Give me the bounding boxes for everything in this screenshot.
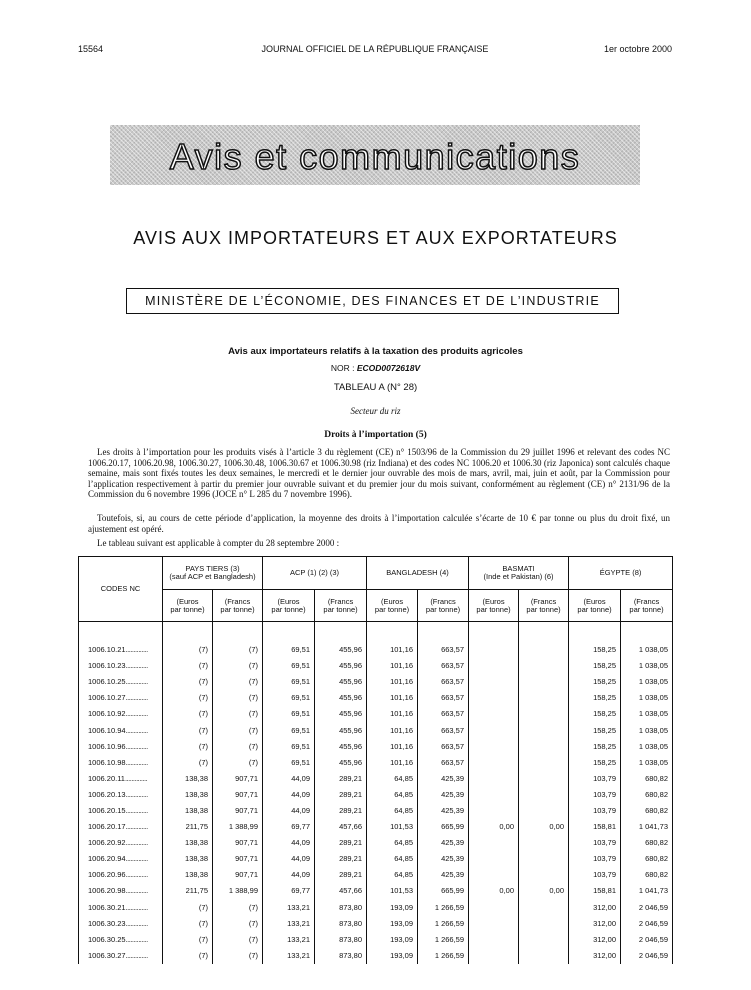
duties-heading: Droits à l’importation (5) bbox=[324, 430, 427, 440]
value-cell: 69,51 bbox=[263, 690, 315, 706]
value-cell: 158,25 bbox=[569, 739, 621, 755]
value-cell: 1 266,59 bbox=[418, 932, 469, 948]
value-cell bbox=[469, 803, 519, 819]
table-row bbox=[79, 690, 673, 706]
value-cell: 69,51 bbox=[263, 658, 315, 674]
value-cell bbox=[469, 932, 519, 948]
value-cell: 907,71 bbox=[213, 835, 263, 851]
value-cell: (7) bbox=[163, 722, 213, 738]
value-cell: 101,53 bbox=[367, 883, 418, 899]
value-cell bbox=[519, 835, 569, 851]
value-cell: 158,25 bbox=[569, 706, 621, 722]
value-cell bbox=[519, 658, 569, 674]
value-cell bbox=[469, 642, 519, 658]
value-cell: 0,00 bbox=[519, 883, 569, 899]
codes-header: CODES NC bbox=[79, 557, 163, 622]
value-cell: 133,21 bbox=[263, 900, 315, 916]
value-cell: 69,51 bbox=[263, 739, 315, 755]
value-cell bbox=[519, 674, 569, 690]
code-cell: 1006.20.92.............. bbox=[79, 835, 163, 851]
euros-per-tonne-header: (Euros par tonne) bbox=[163, 590, 213, 622]
value-cell: 663,57 bbox=[418, 658, 469, 674]
code-cell: 1006.10.92.............. bbox=[79, 706, 163, 722]
value-cell: 133,21 bbox=[263, 916, 315, 932]
value-cell: 455,96 bbox=[315, 755, 367, 771]
code-cell: 1006.30.21.............. bbox=[79, 900, 163, 916]
value-cell: 1 266,59 bbox=[418, 948, 469, 964]
value-cell: 907,71 bbox=[213, 851, 263, 867]
value-cell: 44,09 bbox=[263, 851, 315, 867]
value-cell: 2 046,59 bbox=[621, 948, 673, 964]
value-cell: 44,09 bbox=[263, 835, 315, 851]
value-cell: 907,71 bbox=[213, 803, 263, 819]
value-cell bbox=[519, 771, 569, 787]
value-cell: 1 041,73 bbox=[621, 819, 673, 835]
value-cell: (7) bbox=[163, 706, 213, 722]
value-cell: 133,21 bbox=[263, 932, 315, 948]
francs-per-tonne-header: (Francs par tonne) bbox=[519, 590, 569, 622]
ministry-box bbox=[126, 288, 619, 314]
value-cell: 289,21 bbox=[315, 835, 367, 851]
value-cell: 138,38 bbox=[163, 787, 213, 803]
value-cell: 69,77 bbox=[263, 819, 315, 835]
value-cell: 101,16 bbox=[367, 722, 418, 738]
subheader-row bbox=[79, 590, 673, 622]
group-header-bangladesh: BANGLADESH (4) bbox=[367, 557, 469, 590]
value-cell: 2 046,59 bbox=[621, 916, 673, 932]
value-cell: 0,00 bbox=[519, 819, 569, 835]
value-cell bbox=[519, 706, 569, 722]
value-cell: 2 046,59 bbox=[621, 900, 673, 916]
group-header-basmati: BASMATI (Inde et Pakistan) (6) bbox=[469, 557, 569, 590]
table-row bbox=[79, 642, 673, 658]
value-cell: 211,75 bbox=[163, 883, 213, 899]
value-cell: 1 038,05 bbox=[621, 674, 673, 690]
running-header bbox=[78, 44, 672, 58]
value-cell: 1 388,99 bbox=[213, 883, 263, 899]
value-cell bbox=[519, 739, 569, 755]
euros-per-tonne-header: (Euros par tonne) bbox=[569, 590, 621, 622]
value-cell: 1 038,05 bbox=[621, 706, 673, 722]
value-cell: 101,53 bbox=[367, 819, 418, 835]
value-cell: (7) bbox=[163, 674, 213, 690]
francs-per-tonne-header: (Francs par tonne) bbox=[315, 590, 367, 622]
code-cell: 1006.20.11.............. bbox=[79, 771, 163, 787]
value-cell: 425,39 bbox=[418, 867, 469, 883]
page-number: 15564 bbox=[78, 44, 104, 54]
value-cell: 211,75 bbox=[163, 819, 213, 835]
value-cell bbox=[469, 706, 519, 722]
table-row bbox=[79, 867, 673, 883]
value-cell: (7) bbox=[213, 900, 263, 916]
value-cell bbox=[469, 771, 519, 787]
code-cell: 1006.20.98.............. bbox=[79, 883, 163, 899]
journal-title: JOURNAL OFFICIEL DE LA RÉPUBLIQUE FRANÇAISE bbox=[261, 44, 489, 54]
francs-per-tonne-header: (Francs par tonne) bbox=[418, 590, 469, 622]
value-cell: 1 038,05 bbox=[621, 642, 673, 658]
value-cell: 312,00 bbox=[569, 900, 621, 916]
code-cell: 1006.30.23.............. bbox=[79, 916, 163, 932]
value-cell bbox=[469, 658, 519, 674]
value-cell: 193,09 bbox=[367, 948, 418, 964]
value-cell: 158,25 bbox=[569, 722, 621, 738]
value-cell: 663,57 bbox=[418, 690, 469, 706]
paragraph-2: Toutefois, si, au cours de cette période d’application, la moyenne des droits à l’importation calculée s’écarte de 10 € par tonne ou plus du droit fixé, un ajustement est opéré. bbox=[88, 513, 670, 534]
value-cell: (7) bbox=[213, 739, 263, 755]
value-cell: 1 038,05 bbox=[621, 739, 673, 755]
value-cell: 158,25 bbox=[569, 690, 621, 706]
value-cell: 69,51 bbox=[263, 642, 315, 658]
value-cell: (7) bbox=[213, 916, 263, 932]
value-cell bbox=[519, 900, 569, 916]
value-cell: 103,79 bbox=[569, 803, 621, 819]
table-row bbox=[79, 658, 673, 674]
value-cell: 193,09 bbox=[367, 916, 418, 932]
value-cell: 101,16 bbox=[367, 658, 418, 674]
table-row bbox=[79, 755, 673, 771]
banner-title: Avis et communications bbox=[169, 136, 581, 177]
table-row bbox=[79, 851, 673, 867]
value-cell: 44,09 bbox=[263, 771, 315, 787]
table-row bbox=[79, 771, 673, 787]
value-cell: 457,66 bbox=[315, 819, 367, 835]
section-banner bbox=[110, 125, 640, 185]
value-cell: 663,57 bbox=[418, 722, 469, 738]
value-cell bbox=[519, 803, 569, 819]
value-cell: 103,79 bbox=[569, 867, 621, 883]
table-row bbox=[79, 787, 673, 803]
code-cell: 1006.10.23.............. bbox=[79, 658, 163, 674]
value-cell: 665,99 bbox=[418, 883, 469, 899]
value-cell: (7) bbox=[213, 932, 263, 948]
value-cell bbox=[469, 755, 519, 771]
value-cell: 158,25 bbox=[569, 642, 621, 658]
value-cell: (7) bbox=[213, 642, 263, 658]
value-cell: (7) bbox=[163, 916, 213, 932]
value-cell: 680,82 bbox=[621, 803, 673, 819]
code-cell: 1006.10.21.............. bbox=[79, 642, 163, 658]
group-header-acp: ACP (1) (2) (3) bbox=[263, 557, 367, 590]
value-cell: 158,25 bbox=[569, 755, 621, 771]
value-cell: 455,96 bbox=[315, 722, 367, 738]
value-cell: 158,81 bbox=[569, 819, 621, 835]
value-cell: 289,21 bbox=[315, 851, 367, 867]
table-row bbox=[79, 739, 673, 755]
value-cell: (7) bbox=[213, 706, 263, 722]
value-cell: 103,79 bbox=[569, 771, 621, 787]
value-cell: 101,16 bbox=[367, 674, 418, 690]
value-cell: 425,39 bbox=[418, 803, 469, 819]
euros-per-tonne-header: (Euros par tonne) bbox=[469, 590, 519, 622]
value-cell: 158,25 bbox=[569, 674, 621, 690]
value-cell: 2 046,59 bbox=[621, 932, 673, 948]
value-cell bbox=[469, 690, 519, 706]
value-cell: (7) bbox=[213, 722, 263, 738]
value-cell: (7) bbox=[163, 739, 213, 755]
value-cell: (7) bbox=[213, 755, 263, 771]
value-cell: 1 041,73 bbox=[621, 883, 673, 899]
francs-per-tonne-header: (Francs par tonne) bbox=[621, 590, 673, 622]
value-cell: 69,51 bbox=[263, 755, 315, 771]
value-cell: 425,39 bbox=[418, 851, 469, 867]
value-cell: 1 266,59 bbox=[418, 916, 469, 932]
value-cell: 138,38 bbox=[163, 771, 213, 787]
value-cell: 193,09 bbox=[367, 900, 418, 916]
value-cell: 138,38 bbox=[163, 835, 213, 851]
value-cell: 873,80 bbox=[315, 916, 367, 932]
value-cell: (7) bbox=[213, 948, 263, 964]
code-cell: 1006.20.94.............. bbox=[79, 851, 163, 867]
table-row bbox=[79, 819, 673, 835]
code-cell: 1006.20.15.............. bbox=[79, 803, 163, 819]
paragraph-3: Le tableau suivant est applicable à compter du 28 septembre 2000 : bbox=[97, 538, 340, 548]
value-cell bbox=[469, 674, 519, 690]
value-cell: 64,85 bbox=[367, 787, 418, 803]
value-cell: 64,85 bbox=[367, 867, 418, 883]
value-cell bbox=[519, 755, 569, 771]
code-cell: 1006.20.96.............. bbox=[79, 867, 163, 883]
value-cell: 680,82 bbox=[621, 867, 673, 883]
value-cell: 907,71 bbox=[213, 787, 263, 803]
value-cell: 663,57 bbox=[418, 642, 469, 658]
value-cell bbox=[469, 722, 519, 738]
group-header-pays-tiers: PAYS TIERS (3) (sauf ACP et Bangladesh) bbox=[163, 557, 263, 590]
value-cell: 103,79 bbox=[569, 835, 621, 851]
table-body bbox=[79, 622, 673, 964]
value-cell: 101,16 bbox=[367, 642, 418, 658]
value-cell bbox=[519, 851, 569, 867]
value-cell: 680,82 bbox=[621, 835, 673, 851]
value-cell: 289,21 bbox=[315, 867, 367, 883]
value-cell: 138,38 bbox=[163, 803, 213, 819]
value-cell: 69,51 bbox=[263, 706, 315, 722]
notice-title: Avis aux importateurs relatifs à la taxation des produits agricoles bbox=[228, 346, 523, 357]
value-cell: 69,77 bbox=[263, 883, 315, 899]
table-row bbox=[79, 948, 673, 964]
value-cell bbox=[469, 900, 519, 916]
value-cell: 663,57 bbox=[418, 739, 469, 755]
value-cell: 44,09 bbox=[263, 867, 315, 883]
nor-code: ECOD0072618V bbox=[356, 363, 421, 373]
code-cell: 1006.20.13.............. bbox=[79, 787, 163, 803]
value-cell: 873,80 bbox=[315, 932, 367, 948]
value-cell: 158,81 bbox=[569, 883, 621, 899]
code-cell: 1006.10.27.............. bbox=[79, 690, 163, 706]
euros-per-tonne-header: (Euros par tonne) bbox=[263, 590, 315, 622]
value-cell: (7) bbox=[163, 658, 213, 674]
value-cell: 663,57 bbox=[418, 755, 469, 771]
issue-date: 1er octobre 2000 bbox=[603, 44, 672, 54]
value-cell bbox=[519, 690, 569, 706]
value-cell: (7) bbox=[163, 755, 213, 771]
value-cell: 1 266,59 bbox=[418, 900, 469, 916]
value-cell: 680,82 bbox=[621, 771, 673, 787]
value-cell bbox=[519, 948, 569, 964]
ministry-name: MINISTÈRE DE L’ÉCONOMIE, DES FINANCES ET DE L’INDUSTRIE bbox=[145, 294, 600, 308]
value-cell: 312,00 bbox=[569, 948, 621, 964]
sector-label: Secteur du riz bbox=[350, 406, 401, 416]
table-row bbox=[79, 706, 673, 722]
table-row bbox=[79, 803, 673, 819]
value-cell bbox=[519, 642, 569, 658]
value-cell: 457,66 bbox=[315, 883, 367, 899]
value-cell: 1 038,05 bbox=[621, 755, 673, 771]
value-cell: 103,79 bbox=[569, 787, 621, 803]
value-cell bbox=[469, 851, 519, 867]
value-cell: 425,39 bbox=[418, 787, 469, 803]
value-cell: 907,71 bbox=[213, 771, 263, 787]
code-cell: 1006.10.98.............. bbox=[79, 755, 163, 771]
value-cell: 455,96 bbox=[315, 658, 367, 674]
value-cell: 69,51 bbox=[263, 722, 315, 738]
value-cell: 44,09 bbox=[263, 787, 315, 803]
francs-per-tonne-header: (Francs par tonne) bbox=[213, 590, 263, 622]
value-cell: 425,39 bbox=[418, 835, 469, 851]
code-cell: 1006.30.27.............. bbox=[79, 948, 163, 964]
value-cell: 158,25 bbox=[569, 658, 621, 674]
table-row bbox=[79, 900, 673, 916]
value-cell: (7) bbox=[163, 948, 213, 964]
value-cell bbox=[519, 722, 569, 738]
nor-reference bbox=[0, 363, 751, 373]
value-cell: 907,71 bbox=[213, 867, 263, 883]
euros-per-tonne-header: (Euros par tonne) bbox=[367, 590, 418, 622]
value-cell bbox=[469, 867, 519, 883]
value-cell: 0,00 bbox=[469, 819, 519, 835]
code-cell: 1006.10.94.............. bbox=[79, 722, 163, 738]
table-row bbox=[79, 835, 673, 851]
value-cell: 44,09 bbox=[263, 803, 315, 819]
value-cell: (7) bbox=[163, 642, 213, 658]
nor-label: NOR : bbox=[330, 363, 355, 373]
value-cell: 64,85 bbox=[367, 803, 418, 819]
value-cell: 64,85 bbox=[367, 835, 418, 851]
value-cell: 663,57 bbox=[418, 674, 469, 690]
value-cell: 425,39 bbox=[418, 771, 469, 787]
table-row bbox=[79, 916, 673, 932]
value-cell: 680,82 bbox=[621, 851, 673, 867]
value-cell: 455,96 bbox=[315, 690, 367, 706]
code-cell: 1006.30.25.............. bbox=[79, 932, 163, 948]
value-cell bbox=[519, 916, 569, 932]
value-cell: 0,00 bbox=[469, 883, 519, 899]
table-row bbox=[79, 674, 673, 690]
value-cell: 101,16 bbox=[367, 755, 418, 771]
value-cell: (7) bbox=[213, 690, 263, 706]
value-cell: 69,51 bbox=[263, 674, 315, 690]
import-duties-table bbox=[78, 556, 673, 964]
value-cell bbox=[519, 787, 569, 803]
value-cell: 289,21 bbox=[315, 787, 367, 803]
value-cell: (7) bbox=[163, 900, 213, 916]
value-cell: 873,80 bbox=[315, 948, 367, 964]
value-cell bbox=[469, 948, 519, 964]
value-cell: 312,00 bbox=[569, 932, 621, 948]
value-cell: 138,38 bbox=[163, 867, 213, 883]
value-cell: 873,80 bbox=[315, 900, 367, 916]
code-cell: 1006.10.25.............. bbox=[79, 674, 163, 690]
value-cell: 455,96 bbox=[315, 642, 367, 658]
value-cell: 1 038,05 bbox=[621, 690, 673, 706]
group-header-egypte: ÉGYPTE (8) bbox=[569, 557, 673, 590]
value-cell bbox=[469, 835, 519, 851]
code-cell: 1006.20.17.............. bbox=[79, 819, 163, 835]
value-cell: 103,79 bbox=[569, 851, 621, 867]
value-cell: 133,21 bbox=[263, 948, 315, 964]
table-row bbox=[79, 722, 673, 738]
value-cell: 312,00 bbox=[569, 916, 621, 932]
value-cell: (7) bbox=[163, 932, 213, 948]
paragraph-1: Les droits à l’importation pour les produits visés à l’article 3 du règlement (CE) n° 1503/96 de la Commission du 29 juillet 1996 et relevant des codes NC 1006.20.17, 1006.20.98, 1006.30.27, 1006.30.48, 1006.30.67 et 1006.30.98 (riz Indiana) et des codes NC 1006.20 et 1006.30 (riz Japonica) sont calculés chaque semaine, mais sont fixés toutes les deux semaines, le mercredi et le dernier jour ouvrable des mois de mars, avril, mai, juin et août, par la Commission pour l’application respectivement à partir du premier jour ouvrable suivant et du premier jour du mois suivant, conformément au règlement (CE) n° 2131/96 de la Commission du 6 novembre 1996 (JOCE n° L 285 du 7 novembre 1996). bbox=[88, 447, 670, 500]
value-cell: 289,21 bbox=[315, 803, 367, 819]
value-cell bbox=[519, 867, 569, 883]
value-cell: 663,57 bbox=[418, 706, 469, 722]
value-cell: 455,96 bbox=[315, 674, 367, 690]
value-cell: 665,99 bbox=[418, 819, 469, 835]
value-cell bbox=[469, 787, 519, 803]
value-cell: 455,96 bbox=[315, 706, 367, 722]
value-cell: 101,16 bbox=[367, 706, 418, 722]
value-cell: 289,21 bbox=[315, 771, 367, 787]
value-cell: 101,16 bbox=[367, 739, 418, 755]
value-cell: 64,85 bbox=[367, 771, 418, 787]
value-cell bbox=[519, 932, 569, 948]
value-cell: 1 388,99 bbox=[213, 819, 263, 835]
value-cell: 193,09 bbox=[367, 932, 418, 948]
value-cell: 138,38 bbox=[163, 851, 213, 867]
value-cell: 455,96 bbox=[315, 739, 367, 755]
table-row bbox=[79, 932, 673, 948]
tableau-label: TABLEAU A (N° 28) bbox=[333, 382, 418, 393]
value-cell: (7) bbox=[163, 690, 213, 706]
code-cell: 1006.10.96.............. bbox=[79, 739, 163, 755]
table-row bbox=[79, 883, 673, 899]
section-title: AVIS AUX IMPORTATEURS ET AUX EXPORTATEURS bbox=[133, 228, 618, 248]
value-cell: (7) bbox=[213, 658, 263, 674]
value-cell: 1 038,05 bbox=[621, 658, 673, 674]
value-cell: (7) bbox=[213, 674, 263, 690]
value-cell bbox=[469, 739, 519, 755]
value-cell: 64,85 bbox=[367, 851, 418, 867]
value-cell: 1 038,05 bbox=[621, 722, 673, 738]
value-cell bbox=[469, 916, 519, 932]
value-cell: 101,16 bbox=[367, 690, 418, 706]
value-cell: 680,82 bbox=[621, 787, 673, 803]
